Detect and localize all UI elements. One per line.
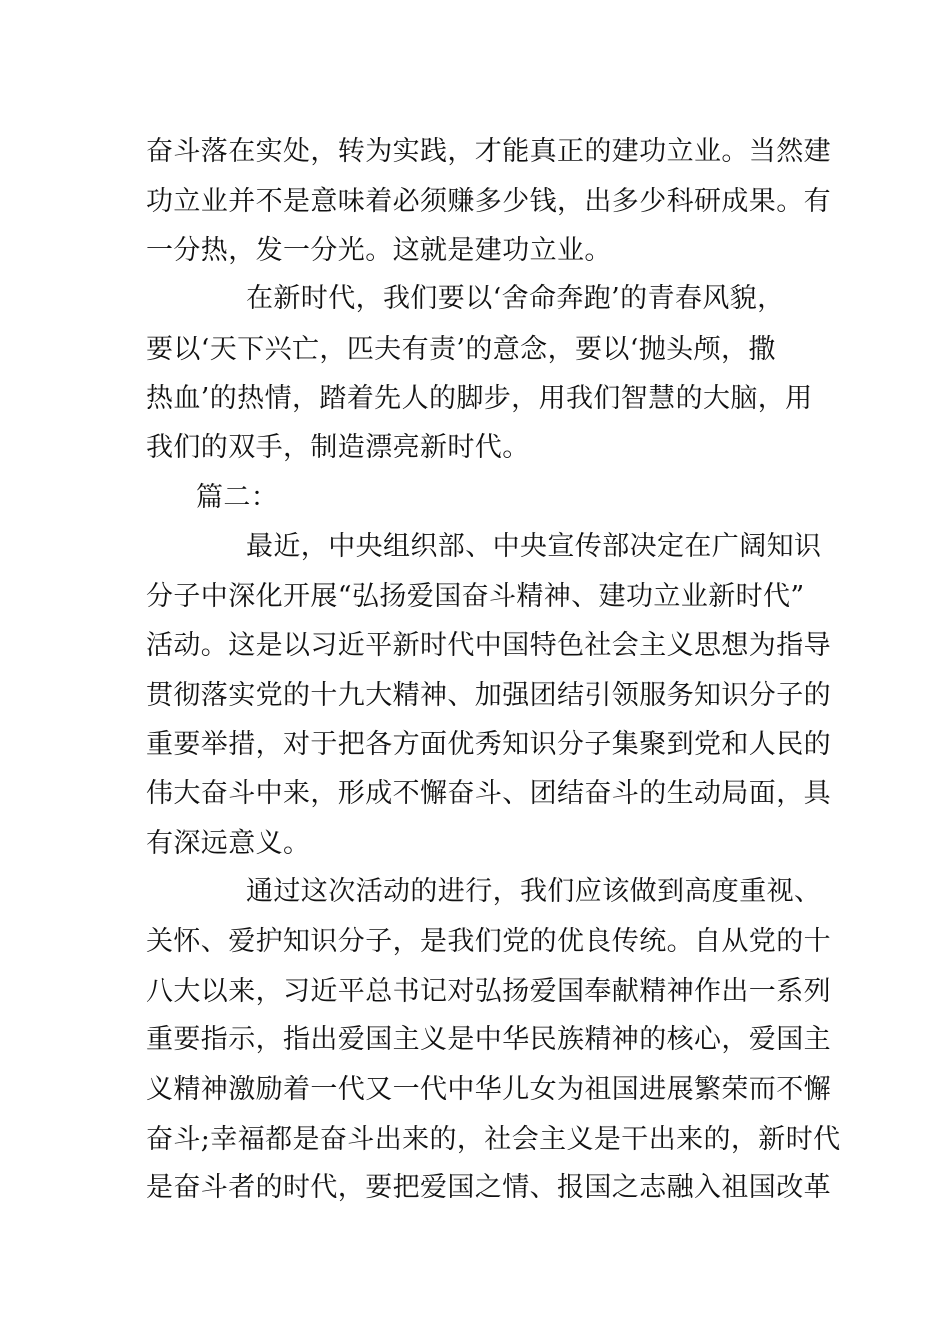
text-line: 关怀、爱护知识分子，是我们党的优良传统。自从党的十 — [146, 926, 831, 957]
text-line: 八大以来，习近平总书记对弘扬爱国奉献精神作出一系列 — [146, 976, 831, 1007]
paragraph-first-line: 通过这次活动的进行，我们应该做到高度重视、 — [246, 876, 822, 907]
text-line: 有深远意义。 — [146, 828, 311, 859]
paragraph-first-line: 在新时代，我们要以‘舍命奔跑’的青春风貌， — [246, 283, 785, 314]
text-line: 分子中深化开展“弘扬爱国奋斗精神、建功立业新时代” — [146, 581, 805, 612]
text-line: 伟大奋斗中来，形成不懈奋斗、团结奋斗的生动局面，具 — [146, 778, 831, 809]
text-line: 义精神激励着一代又一代中华儿女为祖国进展繁荣而不懈 — [146, 1074, 831, 1105]
text-line: 我们的双手，制造漂亮新时代。 — [146, 432, 530, 463]
text-line: 重要指示，指出爱国主义是中华民族精神的核心，爱国主 — [146, 1024, 831, 1055]
text-line: 功立业并不是意味着必须赚多少钱，出多少科研成果。有 — [146, 186, 831, 217]
text-line: 要以‘天下兴亡，匹夫有责’的意念，要以‘抛头颅，撒 — [146, 334, 776, 365]
text-line: 一分热，发一分光。这就是建功立业。 — [146, 235, 612, 266]
section-heading: 篇二： — [196, 482, 279, 513]
text-line: 奋斗落在实处，转为实践，才能真正的建功立业。当然建 — [146, 136, 831, 167]
text-line: 是奋斗者的时代，要把爱国之情、报国之志融入祖国改革 — [146, 1172, 831, 1203]
text-line: 活动。这是以习近平新时代中国特色社会主义思想为指导 — [146, 630, 831, 661]
text-line: 奋斗;幸福都是奋斗出来的，社会主义是干出来的，新时代 — [146, 1124, 841, 1155]
text-line: 重要举措，对于把各方面优秀知识分子集聚到党和人民的 — [146, 729, 831, 760]
text-line: 贯彻落实党的十九大精神、加强团结引领服务知识分子的 — [146, 680, 831, 711]
paragraph-first-line: 最近，中央组织部、中央宣传部决定在广阔知识 — [246, 531, 822, 562]
text-line: 热血’的热情，踏着先人的脚步，用我们智慧的大脑，用 — [146, 383, 813, 414]
